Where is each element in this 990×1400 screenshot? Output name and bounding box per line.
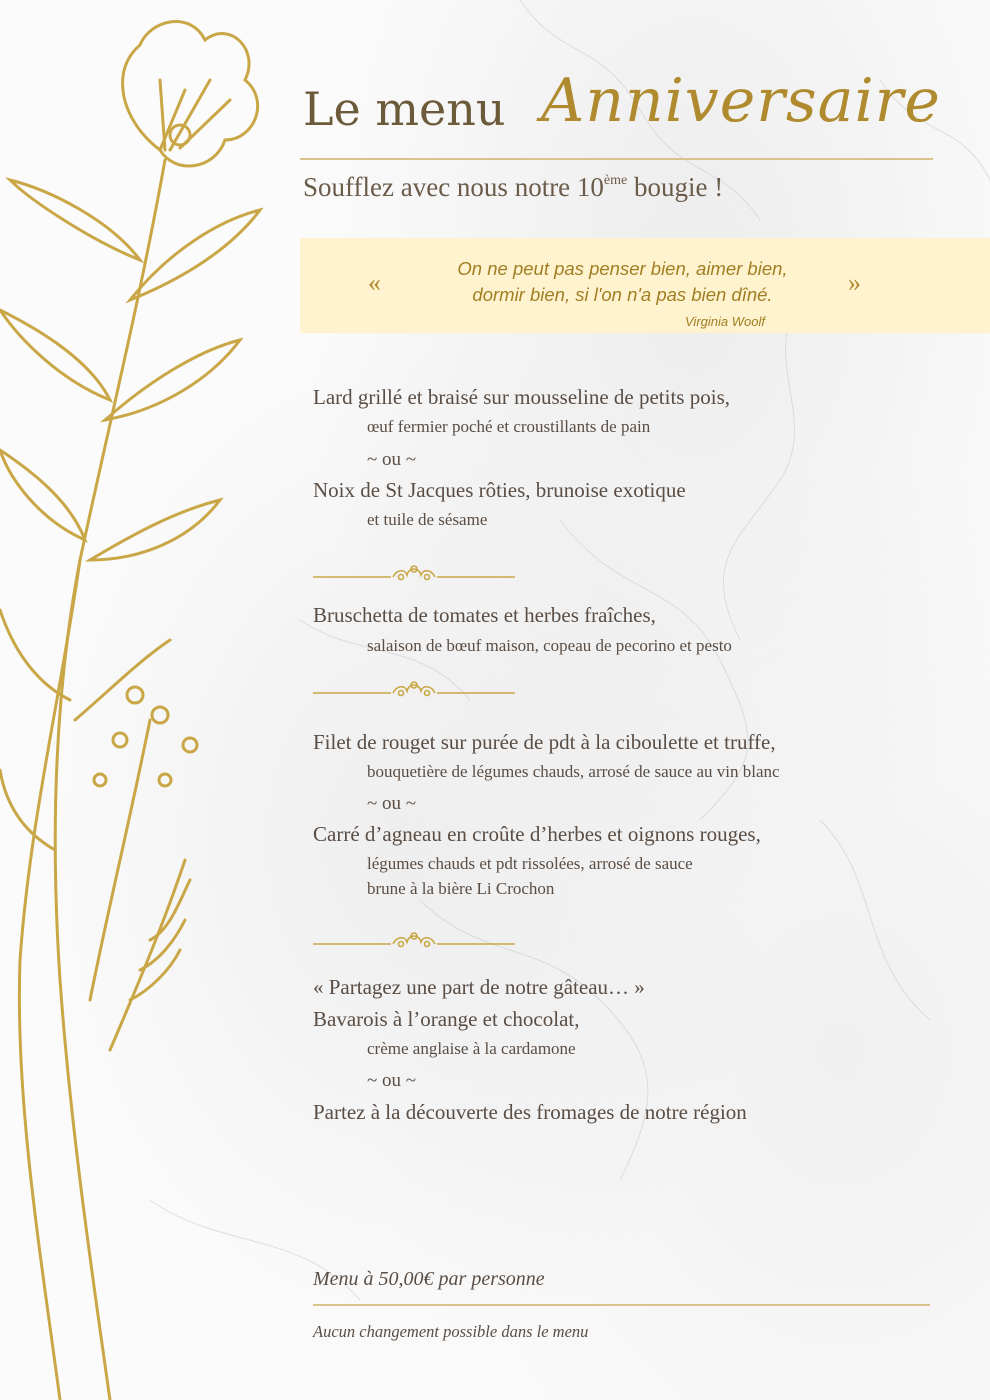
subtitle — [303, 172, 723, 203]
main-2-desc-1: légumes chauds et pdt rissolées, arrosé de sauce — [367, 854, 693, 873]
title-divider — [300, 158, 933, 160]
dessert-2: Partez à la découverte des fromages de notre région — [313, 1100, 747, 1124]
or-separator-3: ~ ou ~ — [367, 1070, 417, 1091]
quote-author: Virginia Woolf — [685, 314, 765, 329]
dessert-1: Bavarois à l’orange et chocolat, — [313, 1007, 580, 1031]
quote-line-1: On ne peut pas penser bien, aimer bien, — [457, 258, 788, 279]
title-plain: Le menu — [303, 82, 506, 136]
quote-line-2: dormir bien, si l'on n'a pas bien dîné. — [472, 284, 773, 305]
quote-text — [380, 256, 865, 308]
entree-1-desc: œuf fermier poché et croustillants de pain — [367, 417, 651, 436]
quote-close-mark: » — [848, 268, 861, 297]
entree-1: Lard grillé et braisé sur mousseline de petits pois, — [313, 385, 730, 409]
dessert-intro: « Partagez une part de notre gâteau… » — [313, 975, 645, 999]
main-2-desc-2: brune à la bière Li Crochon — [367, 879, 555, 898]
footer-divider — [313, 1304, 930, 1306]
subtitle-end: bougie ! — [627, 172, 724, 202]
main-1-desc: bouquetière de légumes chauds, arrosé de sauce au vin blanc — [367, 762, 780, 781]
scroll-ornament-icon — [313, 930, 515, 954]
main-1: Filet de rouget sur purée de pdt à la ciboulette et truffe, — [313, 730, 776, 754]
entree-2: Noix de St Jacques rôties, brunoise exotique — [313, 478, 686, 502]
or-separator-2: ~ ou ~ — [367, 793, 417, 814]
starter: Bruschetta de tomates et herbes fraîches, — [313, 603, 656, 627]
scroll-ornament-icon — [313, 563, 515, 587]
starter-desc: salaison de bœuf maison, copeau de pecorino et pesto — [367, 636, 732, 655]
subtitle-sup: ème — [603, 173, 628, 188]
title-script: Anniversaire — [541, 66, 941, 136]
gold-floral-illustration — [0, 0, 300, 1400]
quote-open-mark: « — [368, 268, 381, 297]
main-2: Carré d’agneau en croûte d’herbes et oignons rouges, — [313, 822, 761, 846]
footer-note: Aucun changement possible dans le menu — [313, 1322, 589, 1341]
entree-2-desc: et tuile de sésame — [367, 510, 488, 529]
footer-price: Menu à 50,00€ par personne — [313, 1268, 545, 1290]
menu-title — [303, 66, 941, 150]
dessert-1-desc: crème anglaise à la cardamone — [367, 1039, 576, 1058]
quote-box — [300, 238, 990, 333]
scroll-ornament-icon — [313, 679, 515, 703]
or-separator-1: ~ ou ~ — [367, 449, 417, 470]
subtitle-text: Soufflez avec nous notre 10 — [303, 172, 604, 202]
